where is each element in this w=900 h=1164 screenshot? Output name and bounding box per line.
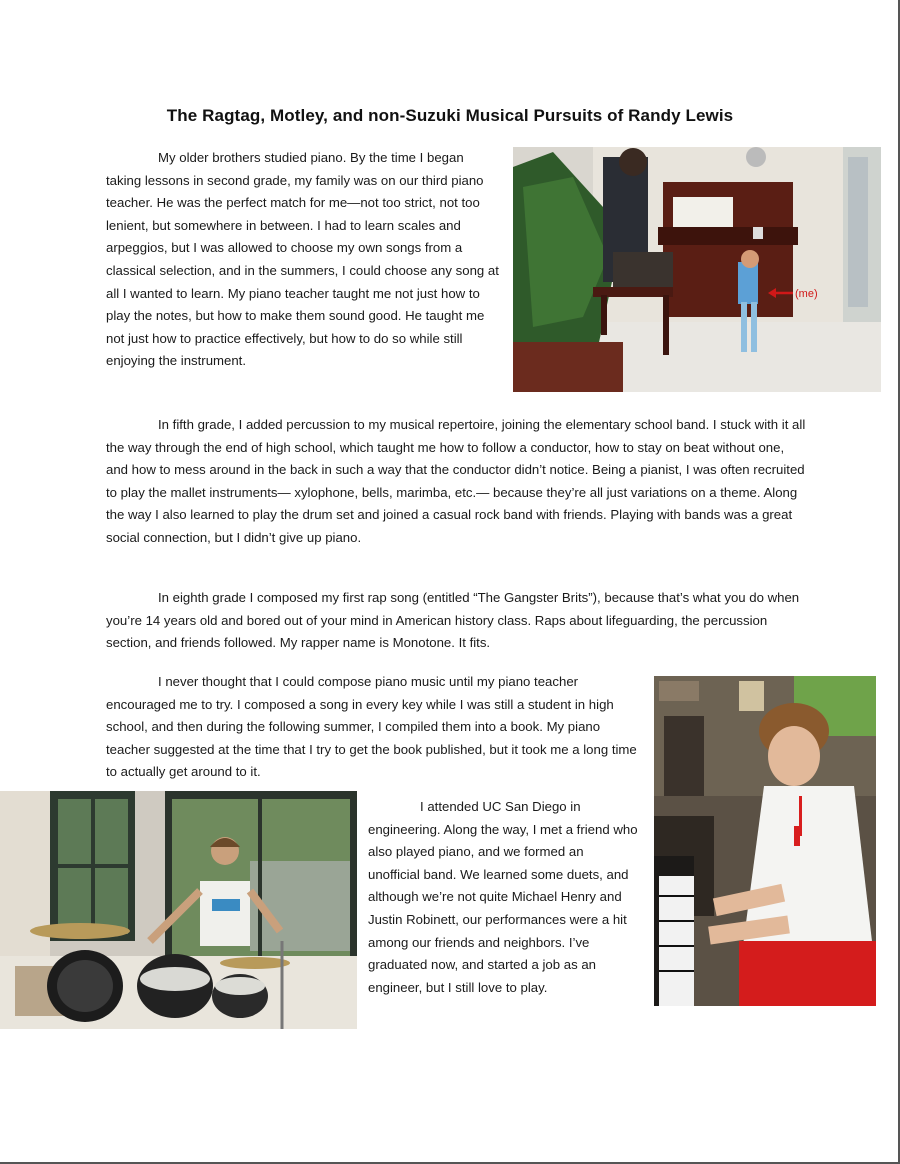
paragraph-5 xyxy=(368,796,638,999)
paragraph-3 xyxy=(106,587,806,655)
photo-teen-piano xyxy=(654,676,876,1006)
photo-teen-piano-image xyxy=(654,676,876,1006)
photo-me-label: (me) xyxy=(795,288,818,300)
paragraph-1-text: My older brothers studied piano. By the time I began taking lessons in second grade, my family was on our third piano teacher. He was the perfect match for me—not too strict, not too lenient, but somewhere in between. I had to learn scales and arpeggios, but I was allowed to choose my own songs from a classical selection, and in the summers, I could choose any song at all I wanted to learn. My piano teacher taught me not just how to play the notes, but how to make them sound good. He taught me not just how to practice effectively, but how to do so while still enjoying the instrument. xyxy=(106,150,499,369)
paragraph-4-text: I never thought that I could compose piano music until my piano teacher encouraged me to try. I composed a song in every key while I was still a student in high school, and then during the following summer, I compiled them into a book. My piano teacher suggested at the time that I try to get the book published, but it took me a long time to actually get around to it. xyxy=(106,674,637,780)
photo-drums-image xyxy=(0,791,357,1029)
paragraph-3-text: In eighth grade I composed my first rap song (entitled “The Gangster Brits”), because that’s what you do when you’re 14 years old and bored out of your mind in American history class. Raps about lifeguarding, the percussion section, and friends followed. My rapper name is Monotone. It fits. xyxy=(106,590,800,651)
paragraph-2 xyxy=(106,414,806,550)
photo-piano-family-image xyxy=(513,147,881,392)
photo-piano-family xyxy=(513,147,881,392)
photo-drums xyxy=(0,791,357,1029)
paragraph-5-text: I attended UC San Diego in engineering. Along the way, I met a friend who also played piano, and we formed an unofficial band. We learned some duets, and although we’re not quite Michael Henry and Justin Robinett, our performances were a hit among our friends and neighbors. I’ve graduated now, and started a job as an engineer, but I still love to play. xyxy=(368,799,638,995)
paragraph-2-text: In fifth grade, I added percussion to my musical repertoire, joining the elementary school band. I stuck with it all the way through the end of high school, which taught me how to follow a conductor, how to stay on beat without one, and how to mess around in the back in such a way that the conductor didn’t notice. Being a pianist, I was often recruited to play the mallet instruments— xylophone, bells, marimba, etc.— because they’re all just variations on a theme. Along the way I also learned to play the drum set and joined a casual rock band with friends. Playing with bands was a great social connection, but I didn’t give up piano. xyxy=(106,417,806,545)
page-title: The Ragtag, Motley, and non-Suzuki Musical Pursuits of Randy Lewis xyxy=(166,106,734,125)
paragraph-4 xyxy=(106,671,642,784)
paragraph-1 xyxy=(106,147,502,373)
